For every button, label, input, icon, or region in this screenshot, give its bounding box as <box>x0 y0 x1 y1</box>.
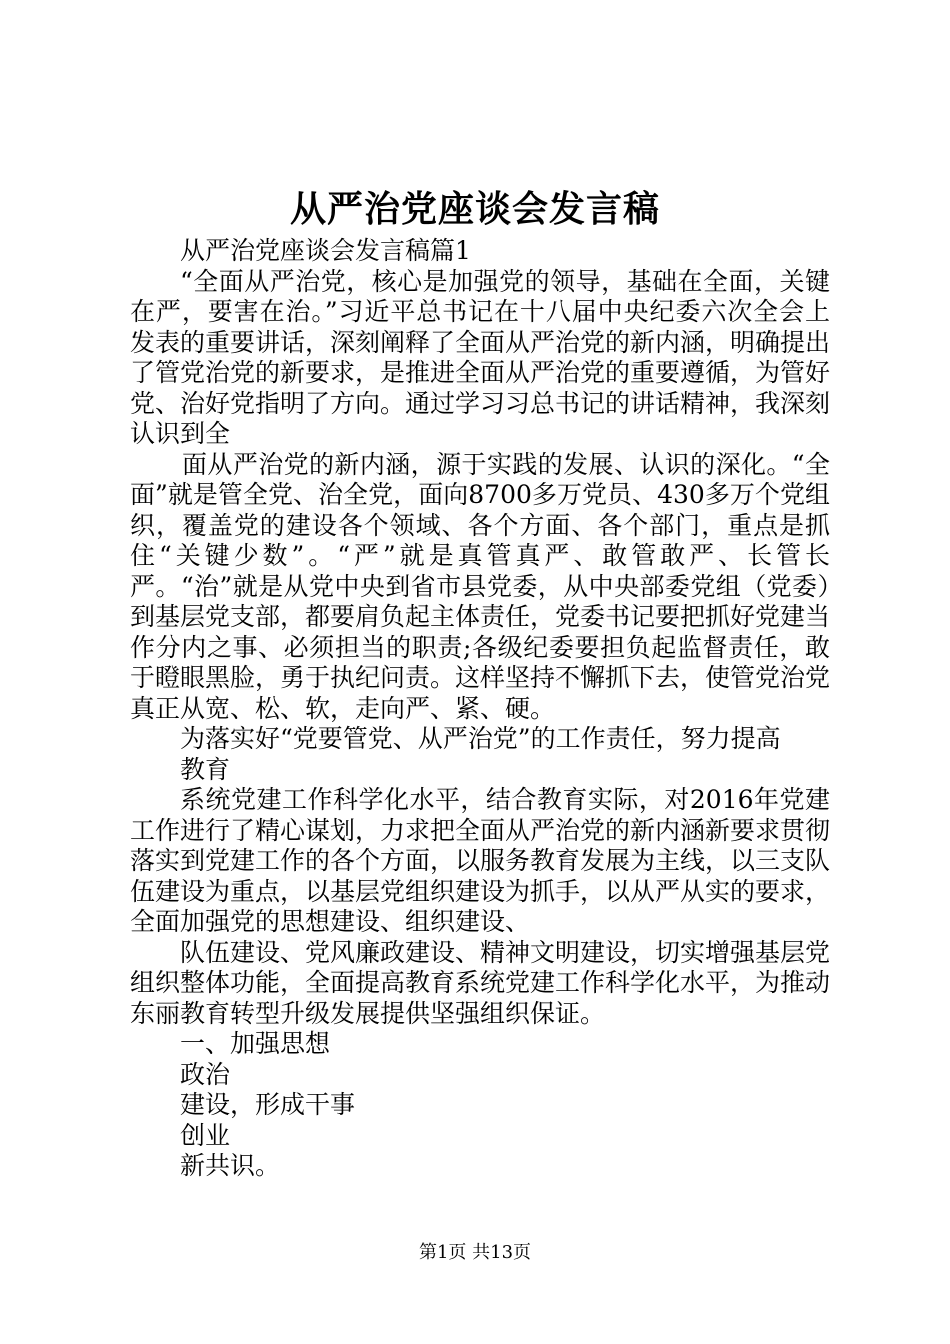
section-heading: 从严治党座谈会发言稿篇1 <box>180 236 471 265</box>
paragraph-5: 系统党建工作科学化水平，结合教育实际，对2016年党建工作进行了精心谋划，力求把全面从严治党的新内涵新要求贯彻落实到党建工作的各个方面，以服务教育发展为主线，以三支队伍建设为重点，以基层党组织建设为抓手，以从严从实的要求，全面加强党的思想建设、组织建设、 <box>130 785 831 936</box>
paragraph-10: 创业 <box>180 1120 231 1150</box>
paragraph-6: 队伍建设、党风廉政建设、精神文明建设，切实增强基层党组织整体功能，全面提高教育系统党建工作科学化水平，为推动东丽教育转型升级发展提供坚强组织保证。 <box>130 937 831 1028</box>
paragraph-4: 教育 <box>180 754 231 784</box>
paragraph-7: 一、加强思想 <box>180 1029 331 1058</box>
paragraph-3: 为落实好“党要管党、从严治党”的工作责任，努力提高 <box>180 724 781 753</box>
page-footer: 第1页 共13页 <box>418 1242 532 1263</box>
paragraph-8: 政治 <box>180 1059 231 1089</box>
paragraph-1: “全面从严治党，核心是加强党的领导，基础在全面，关键在严，要害在治。”习近平总书记在十八届中央纪委六次全会上发表的重要讲话，深刻阐释了全面从严治党的新内涵，明确提出了管党治党的新要求，是推进全面从严治党的重要遵循，为管好党、治好党指明了方向。通过学习习总书记的讲话精神，我深刻认识到全 <box>130 266 831 448</box>
page-title: 从严治党座谈会发言稿 <box>289 188 660 230</box>
paragraph-9: 建设，形成干事 <box>180 1090 356 1119</box>
document-body <box>130 236 830 1182</box>
paragraph-11: 新共识。 <box>180 1151 281 1180</box>
paragraph-2: 面从严治党的新内涵，源于实践的发展、认识的深化。“全面”就是管全党、治全党，面向8700多万党员、430多万个党组织，覆盖党的建设各个领域、各个方面、各个部门，重点是抓住“关键少数”。“严”就是真管真严、敢管敢严、长管长严。“治”就是从党中央到省市县党委，从中央部委党组（党委）到基层党支部，都要肩负起主体责任，党委书记要把抓好党建当作分内之事、必须担当的职责;各级纪委要担负起监督责任，敢于瞪眼黑脸，勇于执纪问责。这样坚持不懈抓下去，使管党治党真正从宽、松、软，走向严、紧、硬。 <box>130 449 831 723</box>
